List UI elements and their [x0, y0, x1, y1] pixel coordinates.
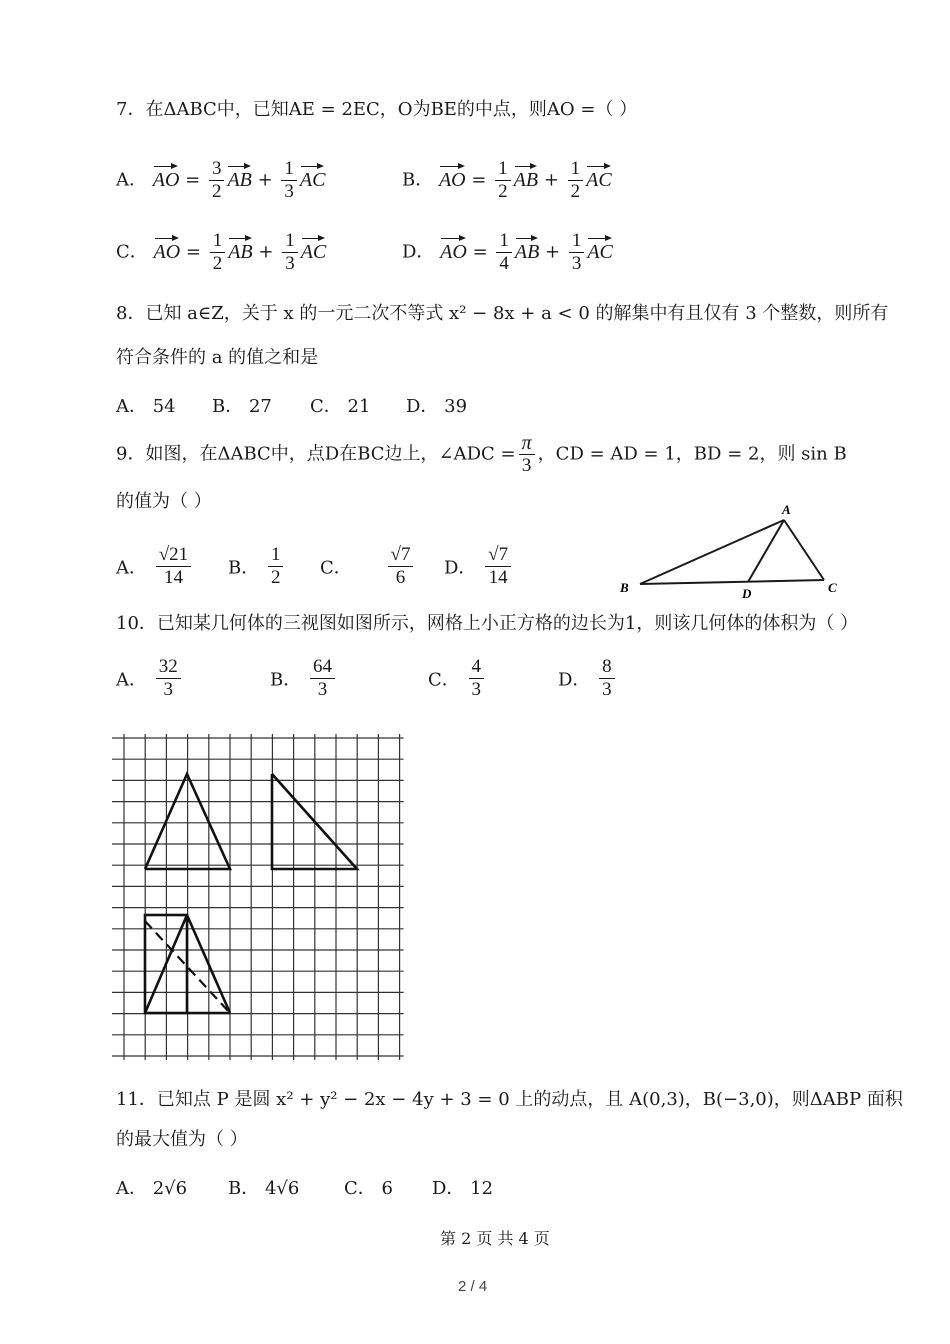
- q7-option-d[interactable]: D． AO = $\frac{1}{4}$ AB + $\frac{1}{3}$ AC: [402, 230, 613, 274]
- label-b: B: [620, 580, 629, 595]
- q10-stem: 10．已知某几何体的三视图如图所示，网格上小正方格的边长为1，则该几何体的体积为（ ）: [116, 613, 859, 634]
- q8-option-b[interactable]: B． 27: [212, 396, 272, 417]
- q10-three-view-grid: [112, 734, 394, 1056]
- q7-option-c[interactable]: C． AO = $\frac{1}{2}$ AB + $\frac{1}{3}$ AC: [116, 230, 327, 274]
- q11-stem-line2: 的最大值为（ ）: [116, 1129, 248, 1150]
- q9-option-d[interactable]: D． $\frac{√7}{14}$: [444, 544, 514, 589]
- q7-stem: 7．在ΔABC中，已知AE = 2EC，O为BE的中点，则AO =（ ）: [116, 99, 638, 120]
- q10-option-b[interactable]: B． $\frac{64}{3}$: [270, 656, 338, 701]
- q11-option-c[interactable]: C． 6: [344, 1178, 393, 1199]
- segment-ac: [784, 520, 824, 580]
- q10-option-c[interactable]: C． $\frac{4}{3}$: [428, 656, 487, 701]
- q9-triangle-figure: [612, 500, 852, 600]
- segment-bc: [640, 580, 824, 584]
- grid-lines: [112, 734, 404, 1060]
- q9-option-b[interactable]: B． $\frac{1}{2}$: [228, 544, 286, 589]
- label-d: D: [742, 586, 752, 601]
- segment-ad: [748, 520, 784, 582]
- label-a: A: [782, 502, 791, 517]
- q7-option-a[interactable]: A． AO = $\frac{3}{2}$ AB + $\frac{1}{3}$ AC: [116, 158, 326, 202]
- q8-option-c[interactable]: C． 21: [310, 396, 371, 417]
- q11-option-b[interactable]: B． 4√6: [228, 1178, 300, 1199]
- label-c: C: [828, 580, 837, 595]
- q11-stem-line1: 11．已知点 P 是圆 x² + y² − 2x − 4y + 3 = 0 上的动点，且 A(0,3)，B(−3,0)，则ΔABP 面积: [116, 1089, 903, 1110]
- q10-option-d[interactable]: D． $\frac{8}{3}$: [558, 656, 618, 701]
- q8-option-d[interactable]: D． 39: [406, 396, 468, 417]
- page-indicator: 2 / 4: [458, 1278, 488, 1295]
- q8-option-a[interactable]: A． 54: [116, 396, 176, 417]
- q9-option-c[interactable]: C． $\frac{√7}{6}$: [320, 544, 416, 589]
- segment-ba: [640, 520, 784, 584]
- q8-stem-line1: 8．已知 a∈Z，关于 x 的一元二次不等式 x² − 8x + a < 0 的解集中有且仅有 3 个整数，则所有: [116, 303, 889, 324]
- q11-option-d[interactable]: D． 12: [432, 1178, 494, 1199]
- q9-stem-line1: 9．如图，在ΔABC中，点D在BC边上，∠ADC = $\frac{\pi}{3}$ ，CD = AD = 1，BD = 2，则 sin B: [116, 432, 847, 476]
- q9-option-a[interactable]: A． $\frac{√21}{14}$: [116, 544, 194, 589]
- q8-stem-line2: 符合条件的 a 的值之和是: [116, 347, 319, 368]
- page-footer: 第 2 页 共 4 页: [440, 1229, 550, 1248]
- q9-stem-line2: 的值为（ ）: [116, 491, 212, 512]
- q10-option-a[interactable]: A． $\frac{32}{3}$: [116, 656, 184, 701]
- q7-option-b[interactable]: B． AO = $\frac{1}{2}$ AB + $\frac{1}{2}$ AC: [402, 158, 612, 202]
- q11-option-a[interactable]: A． 2√6: [116, 1178, 188, 1199]
